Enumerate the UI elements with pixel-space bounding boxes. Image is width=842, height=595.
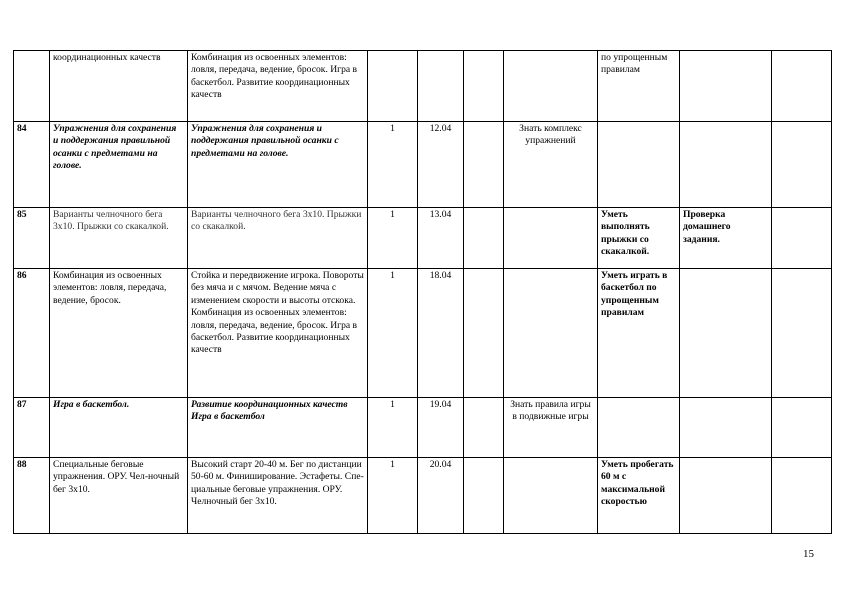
date-cell: 20.04 <box>418 458 464 534</box>
empty-cell <box>772 51 832 122</box>
lesson-content: Развитие координационных качеств Игра в баскетбол <box>188 398 368 458</box>
control-form <box>680 398 772 458</box>
lesson-content: Комбинация из освоенных элементов: ловля, передача, ведение, бросок. Игра в баскетбол. Развитие координационных качеств <box>188 51 368 122</box>
date-cell: 13.04 <box>418 208 464 269</box>
row-number: 84 <box>14 122 50 208</box>
empty-cell <box>772 269 832 398</box>
control-form <box>680 269 772 398</box>
lesson-topic: Варианты челночного бега 3х10. Прыжки со скакалкой. <box>50 208 188 269</box>
skills-requirement <box>598 122 680 208</box>
date-cell: 18.04 <box>418 269 464 398</box>
control-form <box>680 458 772 534</box>
lesson-plan-table <box>13 50 832 534</box>
lesson-topic: Упражнения для сохранения и поддержания правильной осанки с предметами на голове. <box>50 122 188 208</box>
empty-cell <box>772 458 832 534</box>
knowledge-requirement: Знать правила игры в подвижные игры <box>504 398 598 458</box>
empty-cell <box>464 398 504 458</box>
knowledge-requirement <box>504 269 598 398</box>
knowledge-requirement <box>504 208 598 269</box>
table-row <box>14 398 832 458</box>
empty-cell <box>464 269 504 398</box>
page-number: 15 <box>803 548 814 560</box>
date-cell <box>418 51 464 122</box>
skills-requirement: Уметь выполнять прыжки со скакалкой. <box>598 208 680 269</box>
knowledge-requirement <box>504 458 598 534</box>
lesson-content: Стойка и передвижение игрока. Повороты без мяча и с мячом. Ведение мяча с изменением скорости и высоты отскока. Комбинация из освоенных элементов: ловля, передача, ведение, бросок. Игра в баскетбол. Развитие координационных качеств <box>188 269 368 398</box>
lesson-topic: Специальные беговые упражнения. ОРУ. Чел-ночный бег 3х10. <box>50 458 188 534</box>
lesson-content: Высокий старт 20-40 м. Бег по дистанции 50-60 м. Финиширование. Эстафеты. Спе-циальные беговые упражнения. ОРУ. Челночный бег 3х10. <box>188 458 368 534</box>
control-form <box>680 51 772 122</box>
table-row <box>14 51 832 122</box>
date-cell: 19.04 <box>418 398 464 458</box>
row-number: 88 <box>14 458 50 534</box>
date-cell: 12.04 <box>418 122 464 208</box>
control-form <box>680 122 772 208</box>
lesson-topic: Комбинация из освоенных элементов: ловля, передача, ведение, бросок. <box>50 269 188 398</box>
lesson-topic: Игра в баскетбол. <box>50 398 188 458</box>
hours-cell: 1 <box>368 122 418 208</box>
table-row <box>14 458 832 534</box>
table-row <box>14 269 832 398</box>
knowledge-requirement <box>504 51 598 122</box>
row-number <box>14 51 50 122</box>
hours-cell: 1 <box>368 458 418 534</box>
row-number: 86 <box>14 269 50 398</box>
skills-requirement: Уметь играть в баскетбол по упрощенным правилам <box>598 269 680 398</box>
empty-cell <box>464 208 504 269</box>
empty-cell <box>772 122 832 208</box>
skills-requirement <box>598 398 680 458</box>
empty-cell <box>772 398 832 458</box>
hours-cell <box>368 51 418 122</box>
table-row <box>14 122 832 208</box>
lesson-topic: координационных качеств <box>50 51 188 122</box>
hours-cell: 1 <box>368 398 418 458</box>
empty-cell <box>464 458 504 534</box>
row-number: 87 <box>14 398 50 458</box>
skills-requirement: Уметь пробегать 60 м с максимальной скоростью <box>598 458 680 534</box>
knowledge-requirement: Знать комплекс упражнений <box>504 122 598 208</box>
empty-cell <box>464 122 504 208</box>
lesson-content: Упражнения для сохранения и поддержания правильной осанки с предметами на голове. <box>188 122 368 208</box>
empty-cell <box>464 51 504 122</box>
hours-cell: 1 <box>368 208 418 269</box>
empty-cell <box>772 208 832 269</box>
control-form: Проверка домашнего задания. <box>680 208 772 269</box>
skills-requirement: по упрощенным правилам <box>598 51 680 122</box>
lesson-content: Варианты челночного бега 3х10. Прыжки со скакалкой. <box>188 208 368 269</box>
row-number: 85 <box>14 208 50 269</box>
hours-cell: 1 <box>368 269 418 398</box>
table-row <box>14 208 832 269</box>
